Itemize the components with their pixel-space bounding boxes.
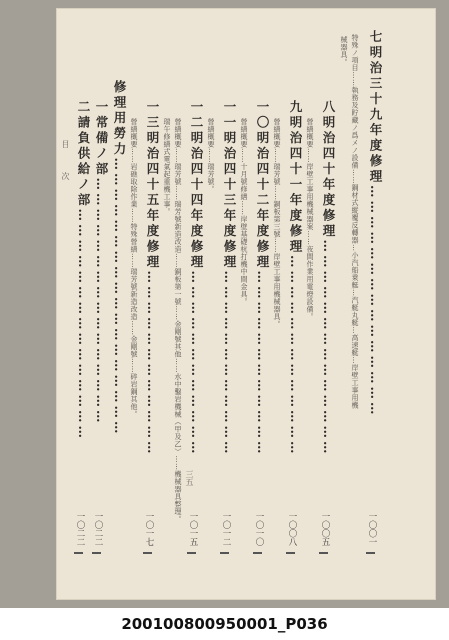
- toc-heading-meiji-44: 一二明治四十四年度修理………………………………: [189, 100, 204, 457]
- page-mark: [220, 552, 229, 554]
- toc-heading-meiji-39: 七明治三十九年度修理………………………………………: [368, 30, 383, 418]
- page-mark: [187, 552, 196, 554]
- page-number-meiji-42: 一〇一〇: [254, 512, 264, 546]
- toc-detail-meiji-45: 營繕概要……岩礁取除作業……特殊營繕……瑞芳號新造改造……金剛號……碎岩鋼其他。: [130, 118, 138, 418]
- toc-detail-meiji-39: 特殊ノ項目……執務及貯藏ノ爲メノ設備……鋼材式縱覆反轉器…小汽船乗艇…汽艇丸艇…高速艇…岸壁工事用機: [351, 34, 359, 409]
- page-mark: [143, 552, 152, 554]
- margin-mark-mid: 次: [61, 172, 70, 180]
- page-number-meiji-45: 一〇一七: [144, 512, 154, 546]
- toc-item-contract: 二請負供給ノ部………………………………………: [76, 100, 91, 441]
- page-number-regular: 一〇二二: [93, 512, 103, 546]
- toc-detail-meiji-44-cont: 瑞午修繕式電氣起重機工事。: [163, 118, 171, 216]
- page-mark: [366, 552, 375, 554]
- toc-detail-meiji-41: 營繕概要……瑞芳號……銅板第三號……岸壁工事用機械器具。: [273, 118, 281, 328]
- page-number-meiji-43: 一〇一二: [221, 512, 231, 546]
- page-number-meiji-39: 一〇〇一: [367, 512, 377, 546]
- toc-heading-meiji-42: 一〇明治四十二年度修理………………………………: [255, 100, 270, 457]
- page-number-contract: 一〇二二: [75, 512, 85, 546]
- toc-detail-meiji-42: 營繕概要……十月號修繕……岸壁基礎杭打機中間金具。: [240, 118, 248, 306]
- toc-detail-meiji-43: 營繕概要……瑞芳號。: [207, 118, 215, 193]
- margin-mark-top: 目: [61, 140, 70, 148]
- page-mark: [319, 552, 328, 554]
- page-mark: [286, 552, 295, 554]
- page-mark: [74, 552, 83, 554]
- page-number-meiji-44: 一〇一五: [188, 512, 198, 546]
- image-caption: 200100800950001_P036: [121, 615, 328, 633]
- toc-heading-labor: 修理用勞力………………………………………………: [112, 80, 127, 437]
- toc-heading-meiji-40: 八明治四十年度修理……………………………………: [321, 100, 336, 457]
- toc-detail-meiji-44: 營繕概要……瑞芳號……瑞芳號新造改造……銅板第一號……金剛號其他……水中鑿岩機械（甲及乙）……機械器具整理。: [174, 118, 182, 523]
- page-mark: [253, 552, 262, 554]
- folio-number: 三五: [185, 470, 194, 486]
- toc-heading-meiji-43: 一一明治四十三年度修理………………………………: [222, 100, 237, 457]
- toc-heading-meiji-45: 一三明治四十五年度修理………………………………: [145, 100, 160, 457]
- toc-detail-meiji-40: 營繕概要……岸壁工事用機械器案……夜間作業用電燈設備。: [306, 118, 314, 321]
- page-mark: [92, 552, 101, 554]
- toc-detail-meiji-39-cont: 械器具。: [340, 36, 348, 66]
- page-number-meiji-41: 一〇〇八: [287, 512, 297, 546]
- toc-item-regular: 一常備ノ部…………………………………………: [94, 100, 109, 426]
- page-number-meiji-40: 一〇〇五: [320, 512, 330, 546]
- toc-heading-meiji-41: 九明治四十一年度修理…………………………………: [288, 100, 303, 457]
